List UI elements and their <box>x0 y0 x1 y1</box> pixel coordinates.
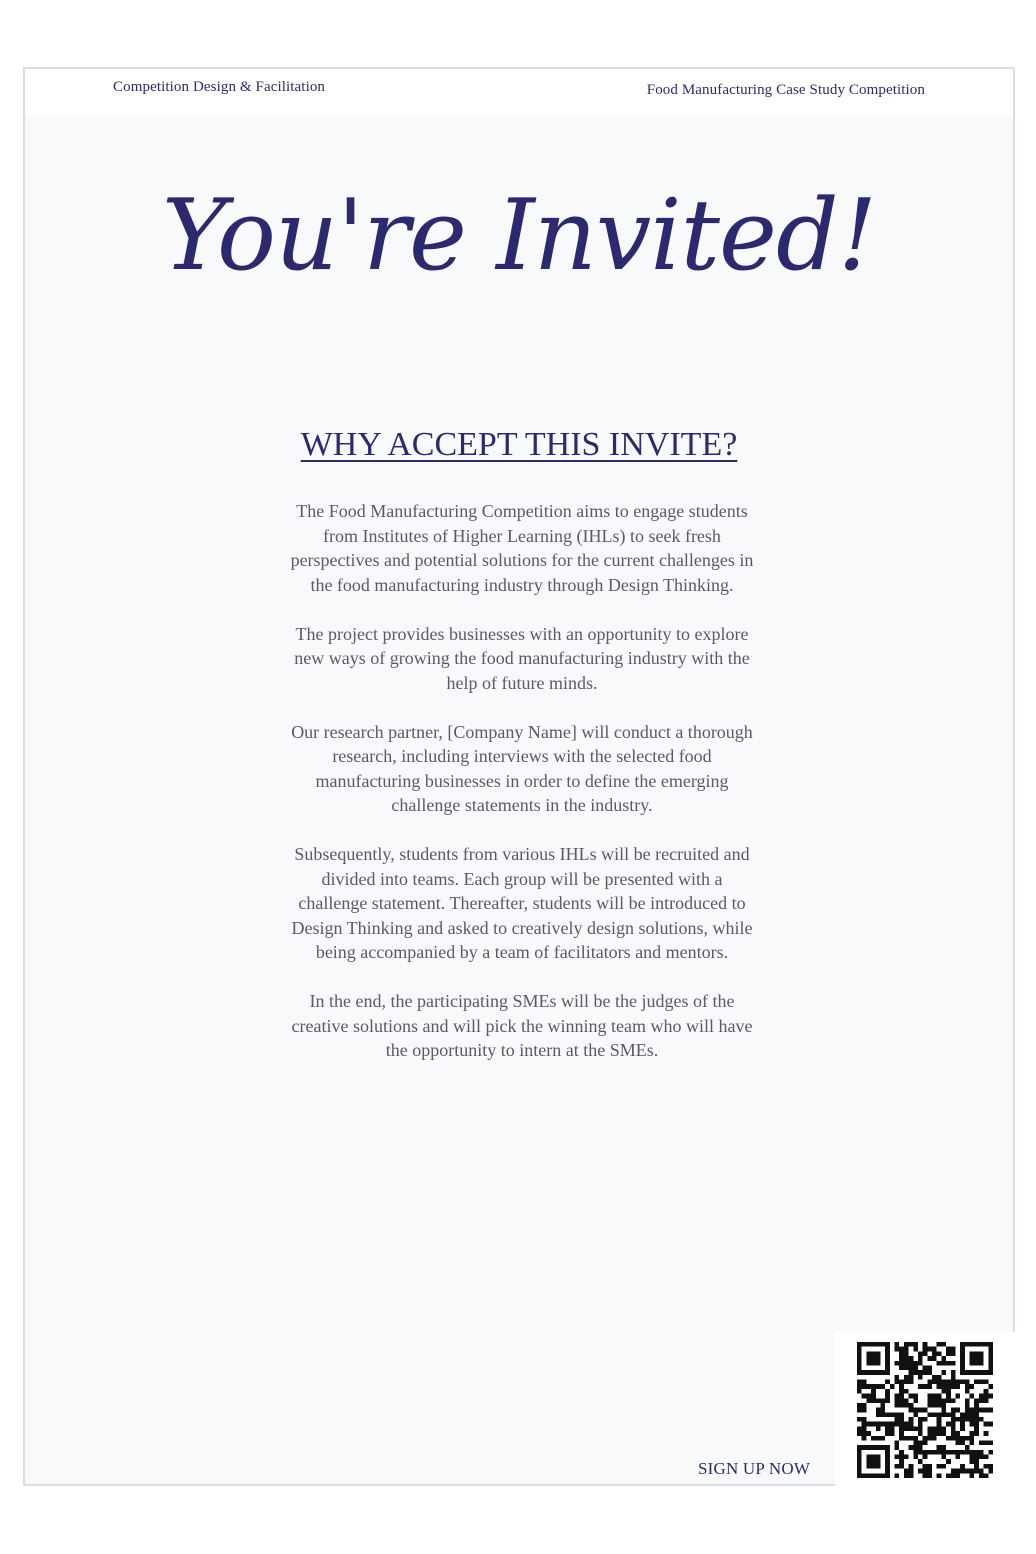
section-heading <box>25 426 1013 464</box>
sign-up-link[interactable]: SIGN UP NOW <box>698 1459 811 1478</box>
paragraph-5: In the end, the participating SMEs will be the judges of the creative solutions and will pick the winning team who will have the opportunity to intern at the SMEs. <box>291 991 753 1060</box>
qr-code[interactable] <box>835 1332 1015 1487</box>
header-left-label: Competition Design & Facilitation <box>113 79 326 95</box>
section-heading-text: WHY ACCEPT THIS INVITE? <box>300 426 738 463</box>
hero-title: You're Invited! <box>161 179 877 293</box>
paragraph-4: Subsequently, students from various IHLs will be recruited and divided into teams. Each group will be presented with a challenge statement. Thereafter, students will be introduced to Design Thinking and asked to creatively design solutions, while being accompanied by a team of facilitators and mentors. <box>291 844 753 962</box>
header-band <box>25 69 1013 116</box>
qr-code-icon <box>857 1342 993 1478</box>
invitation-page <box>23 67 1015 1486</box>
header-right-label: Food Manufacturing Case Study Competition <box>646 82 925 98</box>
paragraph-2: The project provides businesses with an opportunity to explore new ways of growing the food manufacturing industry with the help of future minds. <box>294 623 750 693</box>
body-text <box>287 499 757 1087</box>
paragraph-1: The Food Manufacturing Competition aims to engage students from Institutes of Higher Learning (IHLs) to seek fresh perspectives and potential solutions for the current challenges in the food manufacturing industry through Design Thinking. <box>290 501 754 595</box>
paragraph-3: Our research partner, [Company Name] will conduct a thorough research, including interviews with the selected food manufacturing businesses in order to define the emerging challenge statements in the industry. <box>291 721 753 815</box>
